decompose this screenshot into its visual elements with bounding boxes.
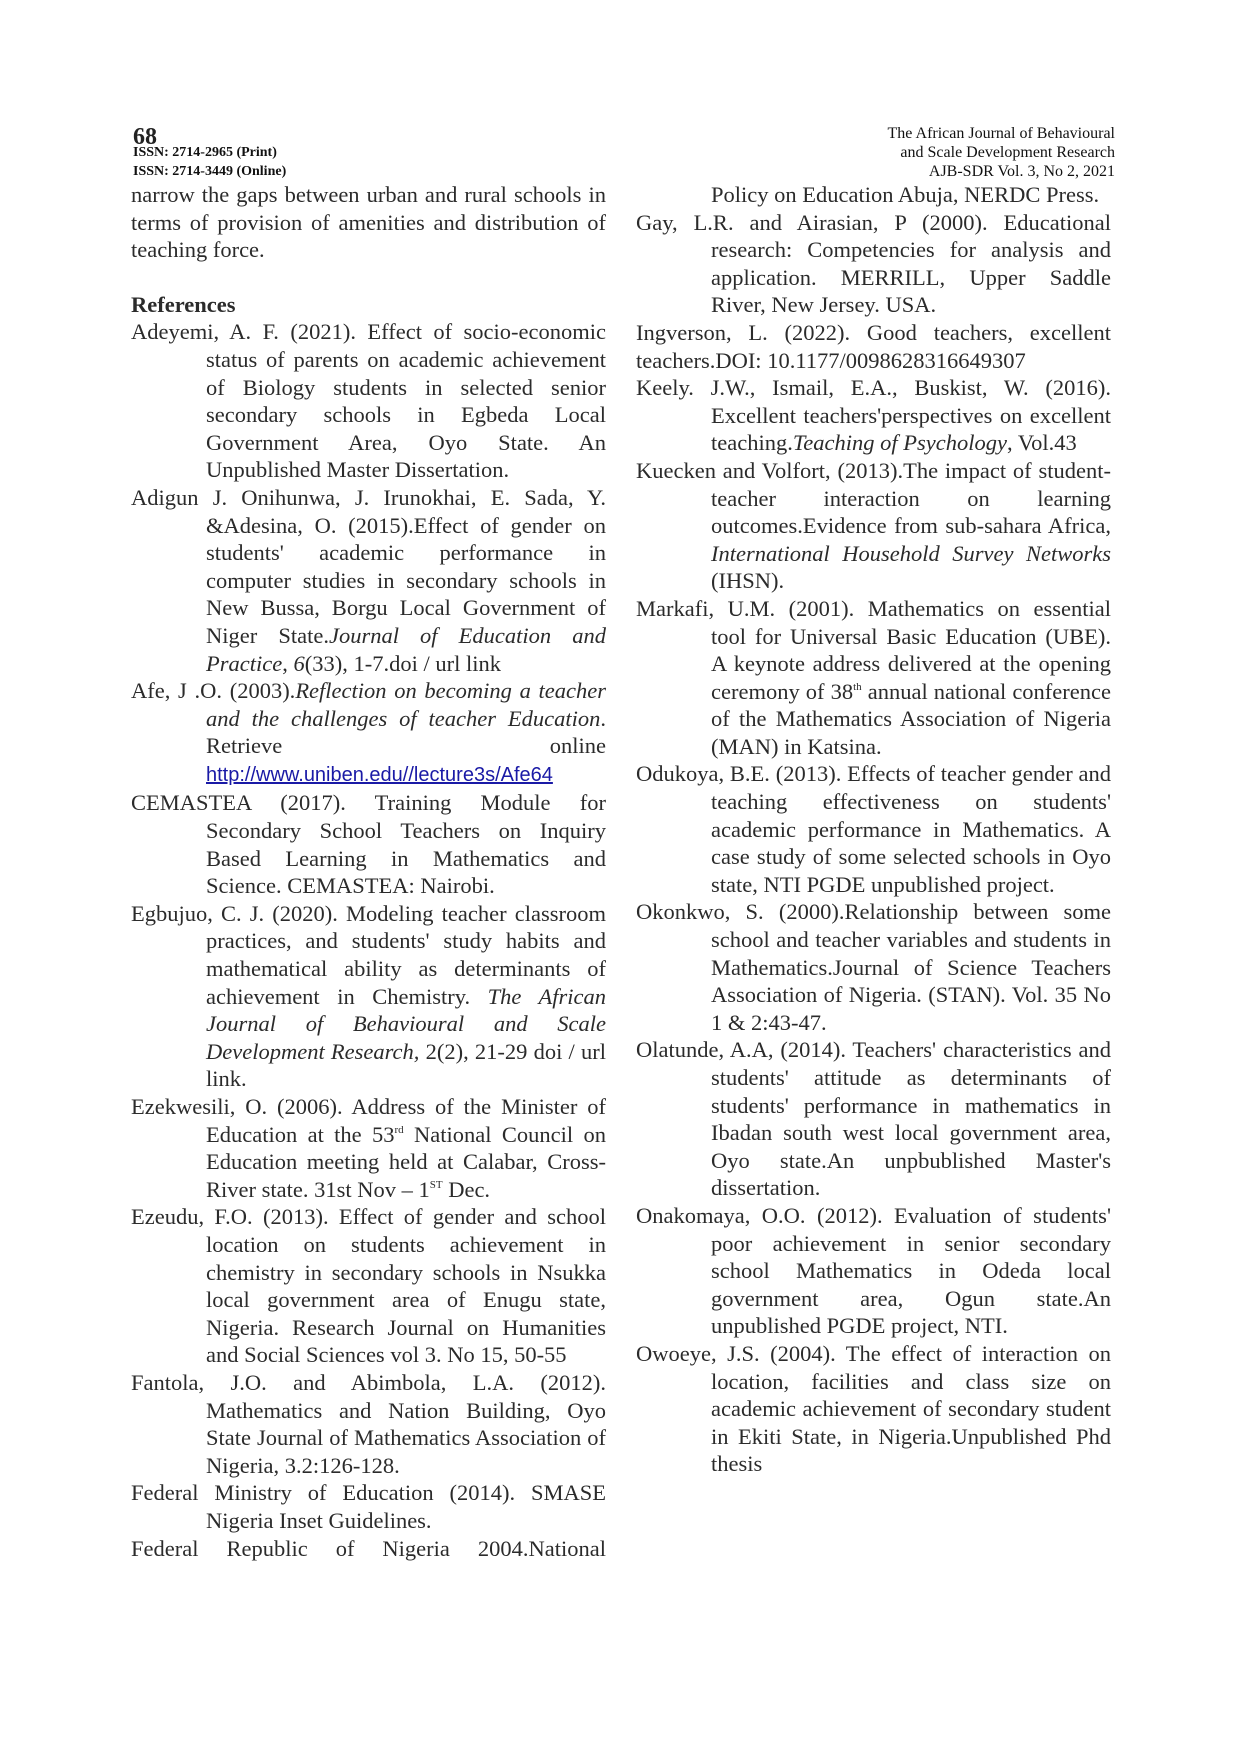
ref-text: National Council on Education meeting held at Calabar, Cross-River state. 31st Nov – 1 (206, 1121, 606, 1202)
reference-adeyemi: Adeyemi, A. F. (2021). Effect of socio-economic status of parents on academic achievement of Biology students in selected senior secondary schools in Egbeda Local Government Area, Oyo State. An Unpublished Master Dissertation. (131, 319, 606, 483)
journal-header (888, 124, 1115, 181)
ref-journal: Teaching of Psychology (792, 430, 1007, 456)
ref-journal: Journal of Education and Practice (206, 622, 606, 676)
ordinal-suffix: ST (429, 1178, 443, 1191)
ref-volume: 6 (293, 650, 305, 676)
left-column (131, 181, 606, 1562)
ref-line: Ingverson, L. (2022). Good teachers, excellent (636, 319, 1111, 345)
reference-ingverson (636, 319, 1111, 374)
reference-keely (636, 374, 1111, 457)
reference-adigun (131, 484, 606, 677)
ref-text: , Vol.43 (1006, 430, 1077, 456)
ref-text: Kuecken and Volfort, (2013).The impact of student-teacher interaction on learning outcomes.Evidence from sub-sahara Africa, (636, 457, 1111, 539)
ref-text: Markafi, U.M. (2001). Mathematics on essential tool for Universal Basic Education (UBE). A keynote address delivered at the opening ceremony of 38 (636, 595, 1111, 704)
ref-text: Egbujuo, C. J. (2020). Modeling teacher classroom practices, and students' study habits and mathematical ability as determinants of achievement in Chemistry. (131, 900, 606, 1009)
ref-text: 2(2), 21-29 doi / url link. (206, 1038, 606, 1092)
reference-egbujuo (131, 900, 606, 1093)
page-number: 68 (133, 124, 157, 150)
reference-federal-republic-continued: Policy on Education Abuja, NERDC Press. (711, 182, 1100, 207)
reference-owoeye: Owoeye, J.S. (2004). The effect of interaction on location, facilities and class size on academic achievement of secondary student in Ekiti State, in Nigeria.Unpublished Phd thesis (636, 1340, 1111, 1477)
ref-line: teachers.DOI: 10.1177/0098628316649307 (636, 347, 1026, 373)
reference-okonkwo: Okonkwo, S. (2000).Relationship between some school and teacher variables and students in Mathematics.Journal of Science Teachers Association of Nigeria. (STAN). Vol. 35 No 1 & 2:43-47. (636, 899, 1111, 1035)
journal-title-line1: The African Journal of Behavioural (887, 125, 1115, 142)
ref-text: Dec. (442, 1176, 491, 1202)
ref-text: (33), 1-7.doi / url link (304, 650, 501, 676)
ref-text: Ezekwesili, O. (2006). Address of the Minister of Education at the 53 (131, 1094, 606, 1147)
reference-kuecken (636, 457, 1111, 595)
ref-journal: International Household Survey Networks (711, 540, 1111, 566)
issn-print: ISSN: 2714-2965 (Print) (133, 145, 277, 160)
reference-gay: Gay, L.R. and Airasian, P (2000). Educational research: Competencies for analysis and application. MERRILL, Upper Saddle River, New Jersey. USA. (636, 209, 1111, 318)
reference-ezekwesili (131, 1093, 606, 1203)
ref-text: Keely. J.W., Ismail, E.A., Buskist, W. (2016). Excellent teachers'perspectives on excellent teaching. (636, 375, 1111, 456)
ordinal-suffix: th (853, 680, 862, 693)
reference-markafi (636, 595, 1111, 761)
reference-onakomaya: Onakomaya, O.O. (2012). Evaluation of students' poor achievement in senior secondary school Mathematics in Odeda local government area, Ogun state.An unpublished PGDE project, NTI. (636, 1202, 1111, 1339)
reference-olatunde: Olatunde, A.A, (2014). Teachers' characteristics and students' attitude as determinants of students' performance in mathematics in Ibadan south west local government area, Oyo state.An unpbublished Master's dissertation. (636, 1037, 1111, 1201)
reference-ezeudu: Ezeudu, F.O. (2013). Effect of gender and school location on students achievement in chemistry in secondary schools in Nsukka local government area of Enugu state, Nigeria. Research Journal on Humanities and Social Sciences vol 3. No 15, 50-55 (131, 1204, 606, 1368)
reference-cemastea: CEMASTEA (2017). Training Module for Secondary School Teachers on Inquiry Based Learning in Mathematics and Science. CEMASTEA: Nairobi. (131, 790, 606, 899)
reference-federal-republic: Federal Republic of Nigeria 2004.National (131, 1535, 606, 1561)
issn-online: ISSN: 2714-3449 (Online) (133, 164, 287, 179)
references-heading: References (131, 291, 236, 317)
reference-odukoya: Odukoya, B.E. (2013). Effects of teacher gender and teaching effectiveness on students' academic performance in Mathematics. A case study of some selected schools in Oyo state, NTI PGDE unpublished project. (636, 761, 1111, 897)
ref-journal: The African Journal of Behavioural and Scale Development Research, (206, 983, 606, 1064)
intro-paragraph: narrow the gaps between urban and rural schools in terms of provision of amenities and distribution of teaching force. (131, 182, 606, 263)
ref-text: annual national conference of the Mathematics Association of Nigeria (MAN) in Katsina. (711, 678, 1111, 759)
ref-text: Afe, J .O. (2003). (131, 678, 296, 704)
ordinal-suffix: rd (394, 1123, 404, 1136)
journal-title-line2: and Scale Development Research (900, 144, 1115, 161)
reference-afe (131, 677, 606, 789)
ref-text: , (282, 650, 294, 676)
ref-text: (IHSN). (711, 568, 785, 594)
ref-title: Reflection on becoming a teacher and the challenges of teacher Education (206, 678, 606, 731)
ref-text: Adigun J. Onihunwa, J. Irunokhai, E. Sada, Y. &Adesina, O. (2015).Effect of gender on students' academic performance in computer studies in secondary schools in New Bussa, Borgu Local Government of Niger State. (131, 484, 606, 648)
ref-text: . Retrieve online (206, 705, 606, 759)
reference-federal-ministry: Federal Ministry of Education (2014). SMASE Nigeria Inset Guidelines. (131, 1480, 606, 1533)
journal-volume: AJB-SDR Vol. 3, No 2, 2021 (928, 163, 1115, 180)
reference-fantola: Fantola, J.O. and Abimbola, L.A. (2012). Mathematics and Nation Building, Oyo State Journal of Mathematics Association of Nigeria, 3.2:126-128. (131, 1369, 606, 1478)
reference-url-link[interactable]: http://www.uniben.edu//lecture3s/Afe64 (206, 763, 553, 786)
right-column (636, 181, 1111, 1478)
